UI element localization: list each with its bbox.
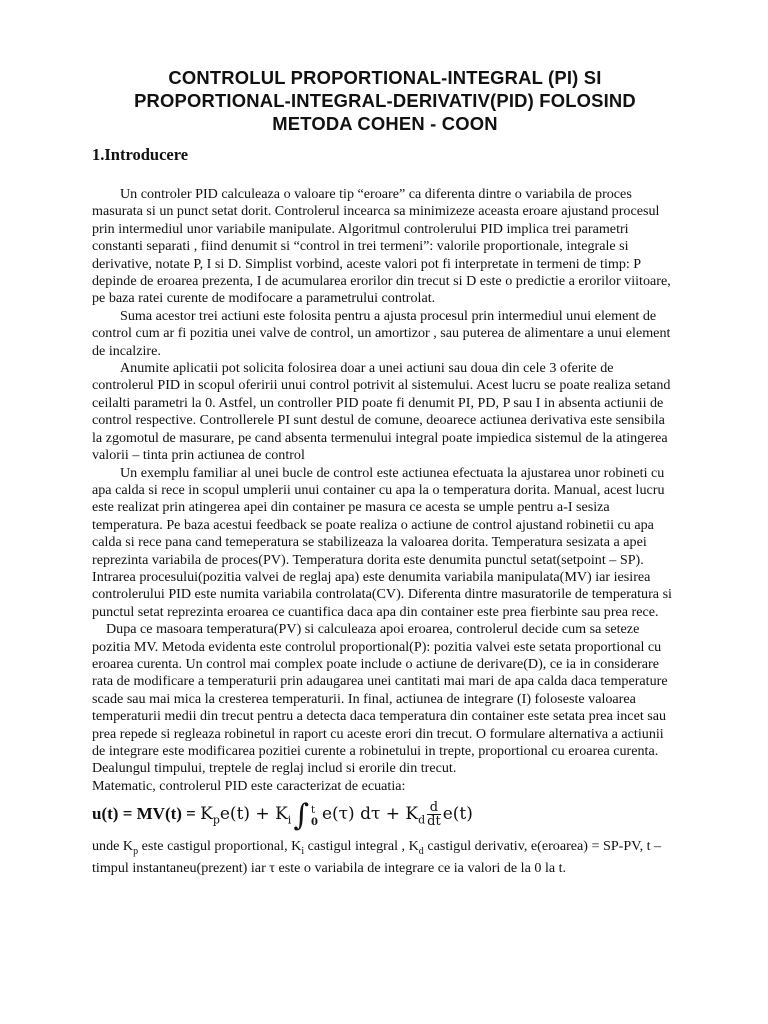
integral-upper-limit: t [310,805,315,817]
paragraph: Un exemplu familiar al unei bucle de control este actiunea efectuata la ajustarea unor robineti cu apa calda si rece in scopul umplerii unui container cu apa la o temperatura dorita. Manual, acest lucru este realizat prin atingerea apei din container pe masura ce acesta se umple pentru a-I sesiza temperatura. Pe baza acestui feedback se poate realiza o actiune de control ajustand robinetii cu apa calda si rece pana cand temeperatura se stabilizeaza la valoarea dorita. Temperatura sesizata a apei reprezinta variabila de proces(PV). Temperatura dorita este denumita punctul setat(setpoint – SP). Intrarea procesului(pozitia valvei de reglaj apa) este denumita variabila manipulata(MV) iar iesirea controlerului PID este numita variabila controlata(CV). Diferenta dintre masuratorile de temperatura si punctul setat reprezinta eroarea ce cuantifica daca apa din container este prea fierbinte sau prea rece. [92,464,672,620]
document-body [92,186,678,877]
pid-equation [92,799,678,835]
integral-sign: ∫ [293,798,309,834]
kd-subscript: d [418,845,424,857]
title-line: METODA COHEN - COON [272,113,498,134]
equation-lhs: u(t) = MV(t) = [92,804,201,824]
fraction-denominator: dt [427,814,441,830]
kp-subscript: p [133,845,139,857]
title-line: PROPORTIONAL-INTEGRAL-DERIVATIV(PID) FOLOSIND [134,90,636,111]
paragraph: Dupa ce masoara temperatura(PV) si calculeaza apoi eroarea, controlerul decide cum sa seteze pozitia MV. Metoda evidenta este controlul proportional(P): pozitia valvei este setata proportional cu eroarea curenta. Un control mai complex poate include o actiune de derivare(D), ce ia in considerare rata de modificare a temperaturii prin adaugarea unei cantitati mai mari de apa calda daca temperature scade sau mai mica la cresterea temperaturii. In final, actiunea de integrare (I) foloseste valoarea temperaturii medii din trecut pentru a detecta daca temperatura din container este setata prea incet sau prea repede si regleaza robinetul in raport cu aceste erori din trecut. O formulare alternativa a actiunii de integrare este modificarea pozitiei curente a robinetului in trepte, proportional cu eroarea curenta. Dealungul timpului, treptele de reglaj includ si erorile din trecut. [92,621,668,777]
definitions-text: unde K [92,837,134,854]
integral-lower-limit: 0 [310,817,318,829]
kp-symbol: K [200,804,213,825]
derivative-tail: e(t) [442,804,473,825]
definitions-text: castigul derivativ, e(eroarea) = SP-PV, t – timpul instantaneu(prezent) iar τ este o variabila de integrare ce ia valori de la 0 la t. [92,837,662,876]
paragraph: Un controler PID calculeaza o valoare tip “eroare” ca diferenta dintre o variabila de proces masurata si un punct setat dorit. Controlerul incearca sa minimizeze aceasta eroare ajustand procesul prin intermediul unor variabile manipulate. Algoritmul controlerului PID implica trei parametri constanti separati , fiind denumit si “control in trei termeni”: valorile proportionale, integrale si derivative, notate P, I si D. Simplist vorbind, aceste valori pot fi interpretate in termeni de timp: P depinde de eroarea prezenta, I de acumularea erorilor din trecut si D este o predictie a erorilor viitoare, pe baza ratei curente de modifocare a parametrului controlat. [92,186,671,307]
paragraph: Anumite aplicatii pot solicita folosirea doar a unei actiuni sau doua din cele 3 oferite de controlerul PID in scopul oferirii unui control potrivit al sistemului. Acest lucru se poate realiza setand ceilalti parametri la 0. Astfel, un controller PID poate fi denumit PI, PD, P sau I in absenta actiunii de control respective. Controllerele PI sunt destul de comune, deoarece actiunea derivativa este sensibila la zgomotul de masurare, pe cand absenta termenului integral poate impiedica sistemul de la atingerea valorii – tinta prin actiunea de control [92,360,671,464]
ki-symbol: K [275,804,288,825]
definitions-paragraph [92,838,678,878]
section-heading: 1.Introducere [92,145,189,164]
equation-intro: Matematic, controlerul PID este caracterizat de ecuatia: [92,777,406,794]
integral-limits [311,805,318,829]
integrand: e(τ) dτ + [321,804,406,825]
kd-symbol: K [405,804,419,825]
definitions-text: este castigul proportional, K [138,837,302,854]
definitions-text: castigul integral , K [304,837,419,854]
kd-subscript: d [418,813,426,827]
equation-error-term: e(t) + [219,804,276,825]
fraction-numerator: d [427,801,441,815]
document-title [92,0,678,135]
kp-subscript: p [212,813,220,827]
paragraph: Suma acestor trei actiuni este folosita pentru a ajusta procesul prin intermediul unui element de control cum ar fi pozitia unei valve de control, un amortizor , sau puterea de alimentare a unui element de incalzire. [92,307,671,359]
ki-subscript: i [301,845,305,857]
title-line: CONTROLUL PROPORTIONAL-INTEGRAL (PI) SI [168,67,602,88]
derivative-fraction [427,801,441,828]
ki-subscript: i [287,813,292,827]
